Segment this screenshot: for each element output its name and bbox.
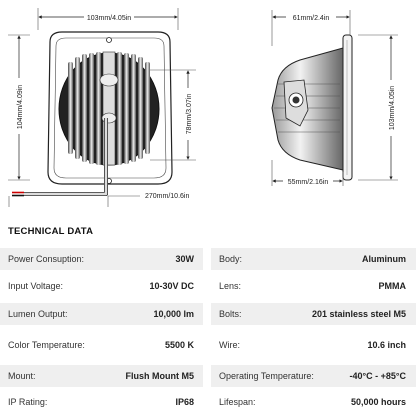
cable-length-label: 270mm/10.6in <box>145 193 190 200</box>
side-view <box>272 10 398 186</box>
side-depth-top-label: 61mm/2.4in <box>292 15 330 22</box>
spec-label: Color Temperature: <box>8 340 85 350</box>
spec-value: Aluminum <box>362 254 406 264</box>
spec-label: Wire: <box>219 340 240 350</box>
spec-value: 10.6 inch <box>367 340 406 350</box>
spec-row <box>0 334 416 356</box>
spec-row <box>0 275 416 297</box>
side-depth-bottom-label: 55mm/2.16in <box>287 179 329 186</box>
spec-value: 10-30V DC <box>149 281 194 291</box>
spec-label: Lens: <box>219 281 242 291</box>
spec-value: 201 stainless steel M5 <box>311 309 406 319</box>
spec-label: Body: <box>211 248 416 270</box>
spec-label: Mount: <box>0 365 203 387</box>
spec-value: IP68 <box>175 397 194 407</box>
spec-value: Flush Mount M5 <box>125 371 194 381</box>
spec-value: 10,000 lm <box>153 309 194 319</box>
spec-row <box>0 303 416 325</box>
front-height-label: 104mm/4.09in <box>17 84 24 130</box>
spec-label: IP Rating: <box>8 397 48 407</box>
spec-label: Lifespan: <box>219 397 256 407</box>
spec-label: Lumen Output: <box>0 303 203 325</box>
spec-label: Input Voltage: <box>8 281 64 291</box>
spec-label: Operating Temperature: <box>211 365 416 387</box>
front-view <box>8 8 196 207</box>
spec-label: Bolts: <box>211 303 416 325</box>
side-height-label: 103mm/4.05in <box>389 85 396 131</box>
spec-row <box>0 248 416 270</box>
spec-value: 50,000 hours <box>350 397 406 407</box>
spec-value: 30W <box>175 254 194 264</box>
spec-value: PMMA <box>378 281 406 291</box>
lens-height-label: 78mm/3.07in <box>186 93 193 135</box>
section-title: TECHNICAL DATA <box>8 226 94 237</box>
spec-row <box>0 365 416 387</box>
spec-label: Power Consuption: <box>0 248 203 270</box>
front-width-label: 103mm/4.05in <box>86 15 132 22</box>
spec-value: 5500 K <box>164 340 194 350</box>
spec-value: -40°C - +85°C <box>349 371 406 381</box>
